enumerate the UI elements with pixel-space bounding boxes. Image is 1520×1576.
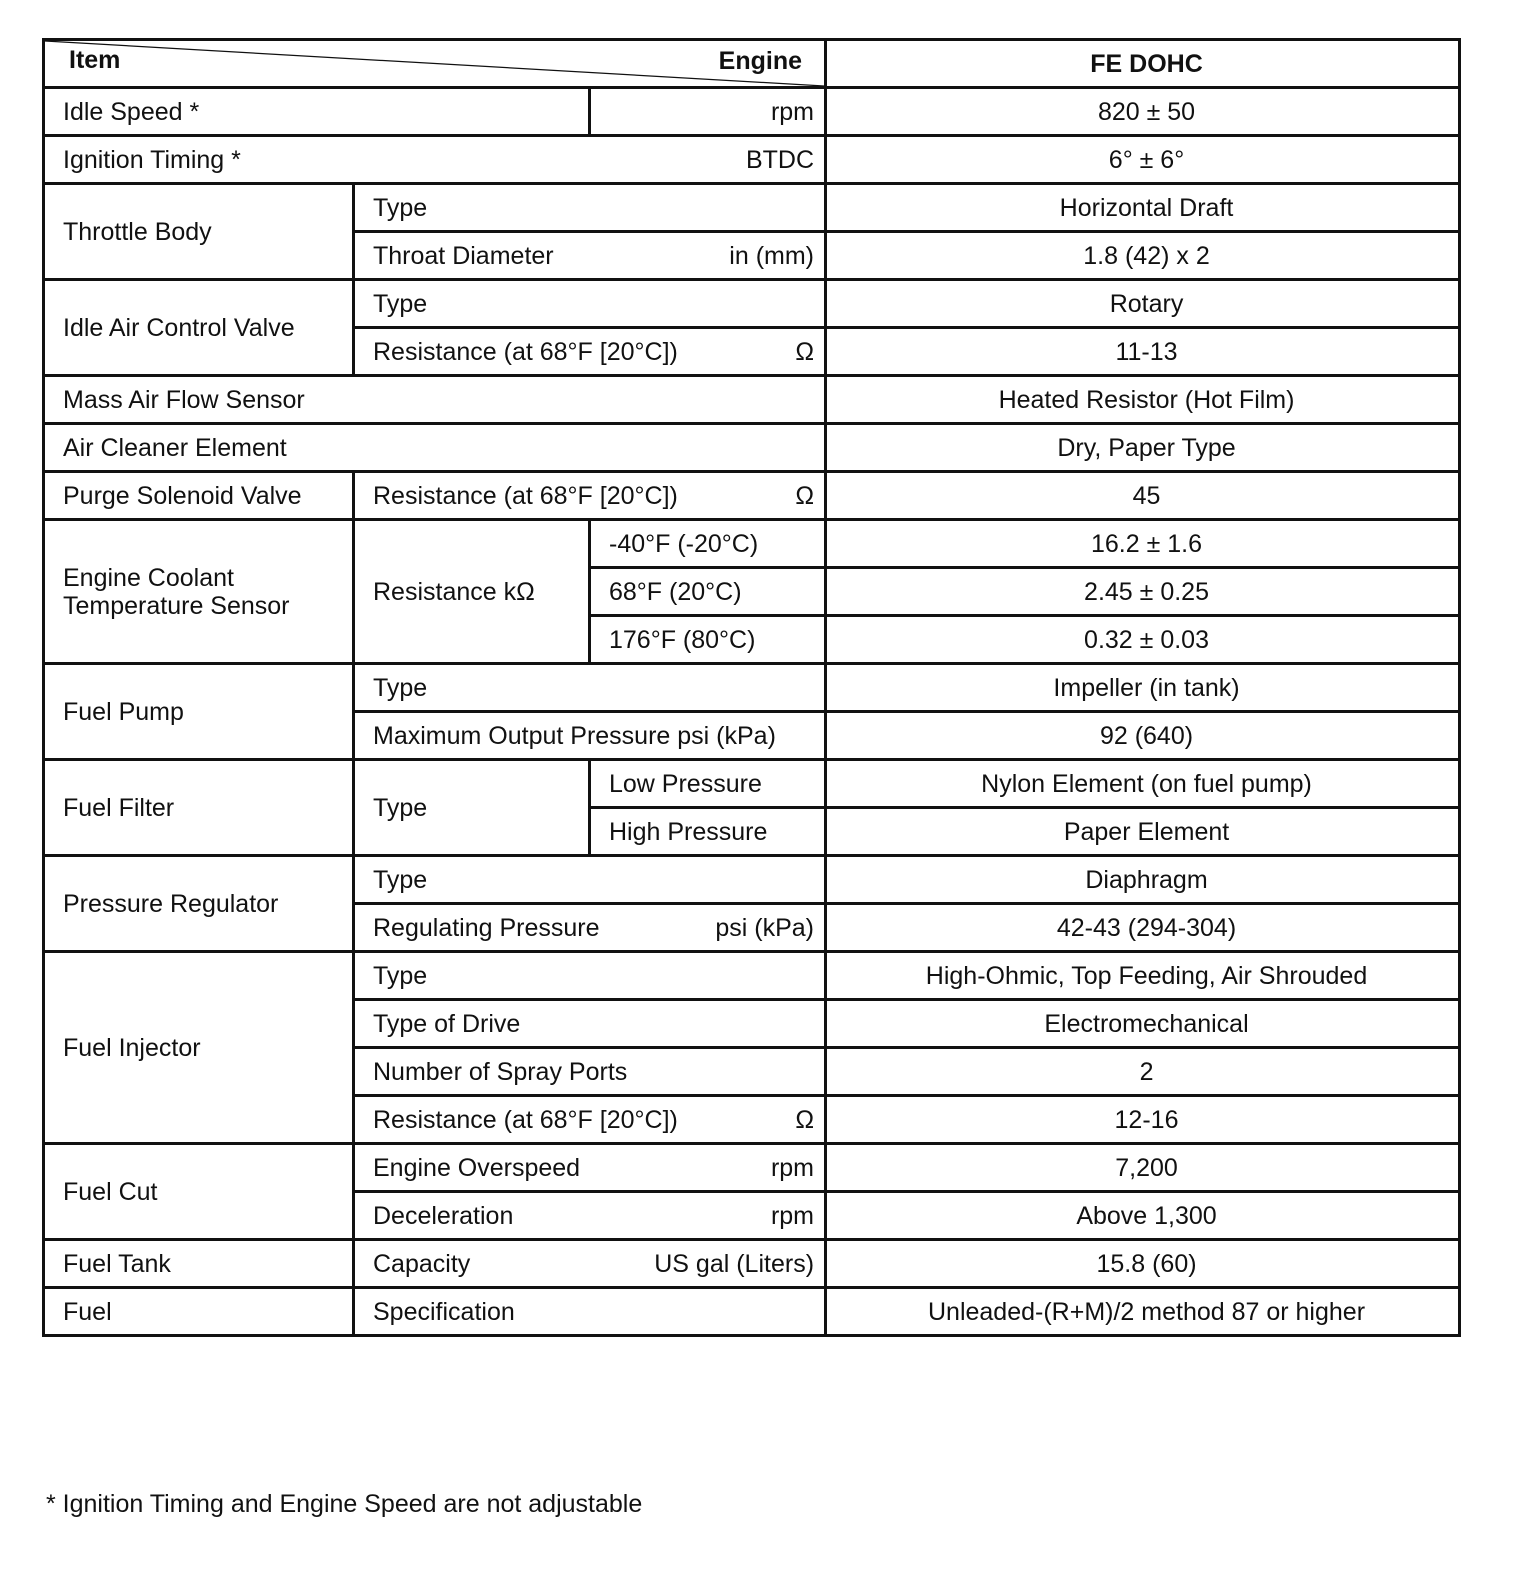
item-label: Idle Speed * [44,88,590,136]
unit-label: rpm [590,88,826,136]
item-label: Purge Solenoid Valve [44,472,354,520]
item-label: Ignition Timing * [63,145,241,174]
sub-item-label: Maximum Output Pressure psi (kPa) [354,712,826,760]
spec-value: Dry, Paper Type [826,424,1460,472]
sub-item-label: Resistance kΩ [354,520,590,664]
table-row-fuel-filter-low [44,760,1460,808]
sub-item-label: Type [354,280,826,328]
table-row-pressure-regulator-type [44,856,1460,904]
spec-value: 0.32 ± 0.03 [826,616,1460,664]
pressure-type-label: High Pressure [590,808,826,856]
spec-value: 12-16 [826,1096,1460,1144]
spec-value: Unleaded-(R+M)/2 method 87 or higher [826,1288,1460,1336]
table-row-mass-air-flow-sensor [44,376,1460,424]
spec-value: Rotary [826,280,1460,328]
sub-item-with-unit [354,904,826,952]
item-label-line-1: Engine Coolant [63,563,234,592]
spec-value: 92 (640) [826,712,1460,760]
spec-value: High-Ohmic, Top Feeding, Air Shrouded [826,952,1460,1000]
spec-value: Horizontal Draft [826,184,1460,232]
ohm-unit-label: Ω [795,481,815,510]
unit-label: psi (kPa) [715,913,815,942]
table-row-air-cleaner-element [44,424,1460,472]
spec-value: 42-43 (294-304) [826,904,1460,952]
unit-label: BTDC [745,145,815,174]
sub-item-with-unit [354,1192,826,1240]
spec-value: Paper Element [826,808,1460,856]
unit-label: in (mm) [729,241,815,270]
item-label: Fuel Injector [44,952,354,1144]
item-label: Fuel Tank [44,1240,354,1288]
unit-label: US gal (Liters) [654,1249,815,1278]
item-label: Idle Air Control Valve [44,280,354,376]
item-label: Fuel Pump [44,664,354,760]
spec-value: Electromechanical [826,1000,1460,1048]
spec-value: Impeller (in tank) [826,664,1460,712]
header-engine-model: FE DOHC [826,40,1460,88]
item-label: Mass Air Flow Sensor [44,376,826,424]
header-item-engine-cell [44,40,826,88]
item-label: Fuel Cut [44,1144,354,1240]
sub-item-with-unit [354,232,826,280]
spec-value: 2 [826,1048,1460,1096]
header-engine-label: Engine [718,47,803,75]
ohm-unit-label: Ω [795,337,815,366]
spec-value: Nylon Element (on fuel pump) [826,760,1460,808]
item-label: Fuel [44,1288,354,1336]
table-row-fuel-tank [44,1240,1460,1288]
sub-item-label: Resistance (at 68°F [20°C]) [373,1105,678,1134]
spec-value: 11-13 [826,328,1460,376]
table-row-purge-solenoid-valve [44,472,1460,520]
sub-item-label: Capacity [373,1249,471,1278]
sub-item-with-unit [354,472,826,520]
sub-item-label: Type of Drive [354,1000,826,1048]
spec-value: 2.45 ± 0.25 [826,568,1460,616]
spec-value: 16.2 ± 1.6 [826,520,1460,568]
spec-value: 15.8 (60) [826,1240,1460,1288]
unit-label: rpm [770,1201,815,1230]
header-item-label: Item [69,46,121,74]
spec-value: 45 [826,472,1460,520]
temperature-label: -40°F (-20°C) [590,520,826,568]
table-row-ect-sensor-temp-1 [44,520,1460,568]
sub-item-label: Type [354,664,826,712]
sub-item-label: Number of Spray Ports [354,1048,826,1096]
temperature-label: 176°F (80°C) [590,616,826,664]
sub-item-with-unit [354,1240,826,1288]
table-row-ignition-timing [44,136,1460,184]
sub-item-label: Regulating Pressure [373,913,600,942]
table-row-idle-speed [44,88,1460,136]
item-label [44,520,354,664]
item-label: Pressure Regulator [44,856,354,952]
sub-item-with-unit [354,1144,826,1192]
sub-item-label: Resistance (at 68°F [20°C]) [373,481,678,510]
item-label: Fuel Filter [44,760,354,856]
sub-item-label: Engine Overspeed [373,1153,581,1182]
unit-label: rpm [770,1153,815,1182]
spec-value: Heated Resistor (Hot Film) [826,376,1460,424]
spec-value: Above 1,300 [826,1192,1460,1240]
spec-value: 7,200 [826,1144,1460,1192]
sub-item-label: Resistance (at 68°F [20°C]) [373,337,678,366]
item-label: Throttle Body [44,184,354,280]
item-label: Air Cleaner Element [44,424,826,472]
sub-item-label: Type [354,184,826,232]
sub-item-label: Throat Diameter [373,241,554,270]
table-row-throttle-body-type [44,184,1460,232]
spec-value: 1.8 (42) x 2 [826,232,1460,280]
sub-item-label: Type [354,856,826,904]
spec-value: 820 ± 50 [826,88,1460,136]
sub-item-label: Type [354,760,590,856]
sub-item-label: Specification [354,1288,826,1336]
table-row-fuel [44,1288,1460,1336]
ohm-unit-label: Ω [795,1105,815,1134]
table-row-iac-type [44,280,1460,328]
spec-value: 6° ± 6° [826,136,1460,184]
spec-value: Diaphragm [826,856,1460,904]
sub-item-with-unit [354,328,826,376]
sub-item-label: Deceleration [373,1201,514,1230]
fuel-system-spec-table [42,38,1461,1337]
sub-item-with-unit [354,1096,826,1144]
sub-item-label: Type [354,952,826,1000]
item-label-with-unit [44,136,826,184]
footnote: * Ignition Timing and Engine Speed are not adjustable [46,1490,643,1518]
item-label-line-2: Temperature Sensor [63,591,290,620]
table-header-row [44,40,1460,88]
table-row-fuel-cut-overspeed [44,1144,1460,1192]
temperature-label: 68°F (20°C) [590,568,826,616]
pressure-type-label: Low Pressure [590,760,826,808]
table-row-fuel-injector-type [44,952,1460,1000]
diagonal-divider-line [45,41,824,86]
table-row-fuel-pump-type [44,664,1460,712]
